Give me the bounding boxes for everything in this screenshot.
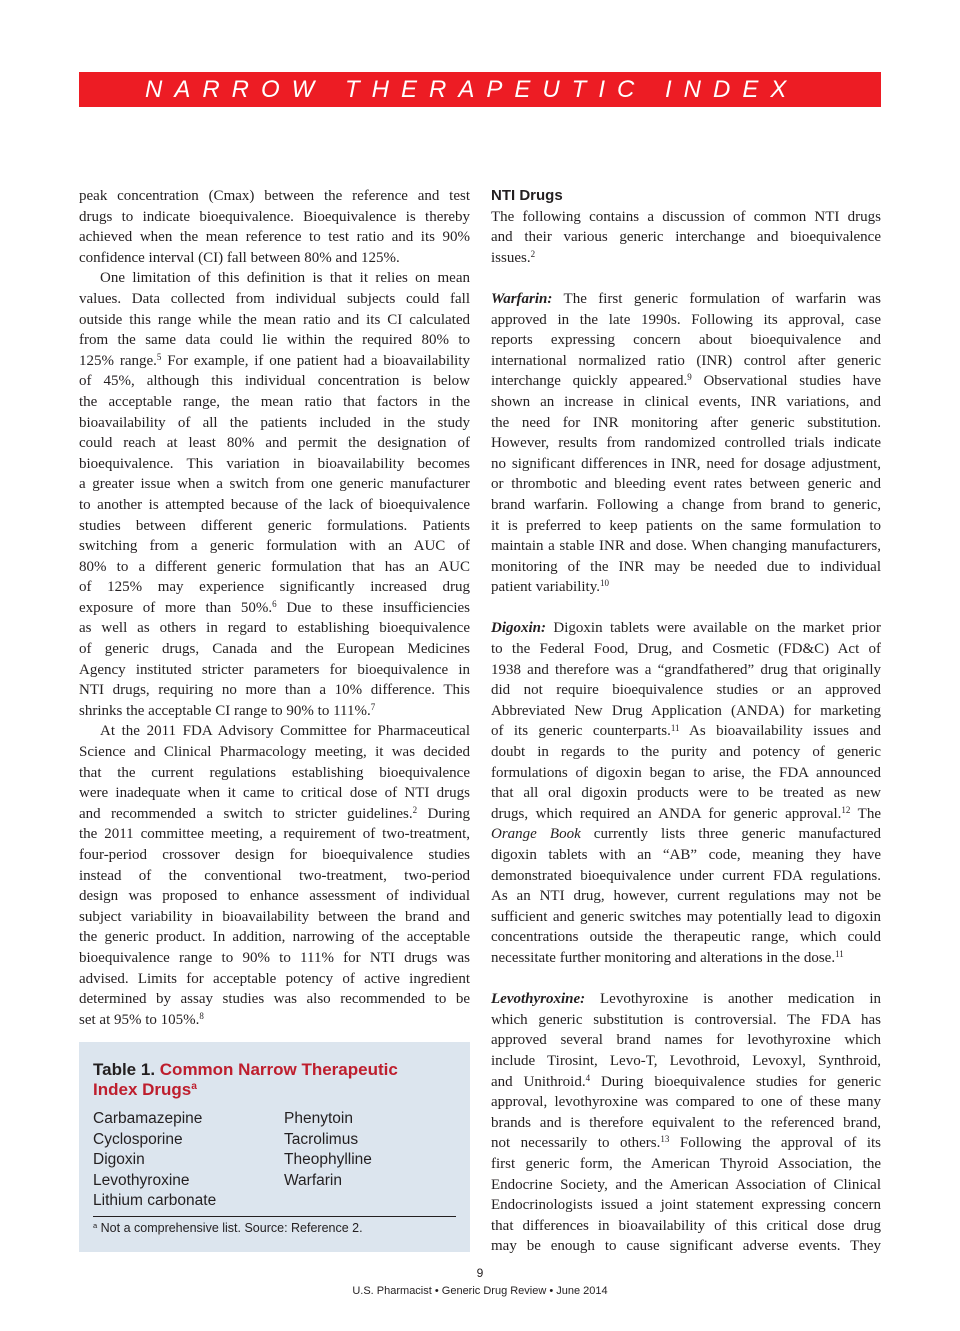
text-run: the need for INR monitoring after generic substitution.: [491, 414, 881, 431]
citation-number: 8: [199, 1010, 204, 1021]
text-run: and recommended a switch to stricter guidelines.: [79, 805, 413, 822]
citation-number: 12: [841, 804, 851, 815]
text-run: drugs, which required an ANDA for generic approval.: [491, 805, 842, 822]
text-line: [491, 310, 881, 331]
text-run: At the 2011 FDA Advisory Committee for Pharmaceutical: [100, 723, 470, 740]
drug-lead-in: Warfarin:: [491, 290, 553, 307]
text-run: shown an increase in clinical events, INR variations, and: [491, 393, 881, 410]
text-line: [79, 330, 470, 351]
text-run: include Tirosint, Levo-T, Levothroid, Levoxyl, Synthroid,: [491, 1052, 881, 1069]
text-run: As an NTI drug, however, current regulations may not be: [491, 888, 881, 905]
text-line: [491, 907, 881, 928]
text-run: studies between different generic formulations. Patients: [79, 517, 470, 534]
text-line: [79, 598, 470, 619]
text-run: bioavailability of all the patients included in the study: [79, 414, 470, 431]
section-heading: NTI Drugs: [491, 187, 563, 204]
text-run: bioequivalence. This variation in bioavailability becomes: [79, 455, 470, 472]
text-line: [79, 433, 470, 454]
left-paragraph-1: [79, 186, 470, 268]
text-run: international normalized ratio (INR) control after generic: [491, 352, 881, 369]
text-line: [491, 804, 881, 825]
text-run: NTI drugs, requiring no more than a 10% difference. This: [79, 682, 470, 699]
text-line: [79, 371, 470, 392]
text-run: and their various generic interchange and bioequivalence: [491, 229, 881, 246]
text-line: [491, 495, 881, 516]
text-run: One limitation of this definition is that it relies on mean: [100, 270, 470, 287]
text-line: [491, 330, 881, 351]
citation-number: 13: [660, 1134, 670, 1145]
text-run: For example, if one patient had a bioavailability: [161, 352, 470, 369]
text-run: the generic product. In addition, narrowing of the acceptable: [79, 929, 470, 946]
left-paragraph-3: [79, 721, 470, 1030]
text-line: [79, 783, 470, 804]
section-banner: [79, 72, 881, 107]
text-run: design was proposed to enhance assessment of individual: [79, 888, 470, 905]
footnote-text: Not a comprehensive list. Source: Reference 2.: [100, 1221, 363, 1235]
text-run: The: [850, 805, 881, 822]
text-run: a greater issue when a switch from one generic manufacturer: [79, 476, 470, 493]
drug-name: Tacrolimus: [284, 1130, 359, 1148]
text-run: monitoring of the INR may be needed due to individual: [491, 558, 881, 575]
text-line: [491, 660, 881, 681]
text-line: [491, 557, 881, 578]
text-run: exposure of more than 50%.: [79, 599, 273, 616]
citation-number: 4: [585, 1072, 591, 1083]
right-paragraph-2: [491, 289, 881, 598]
text-run: could reach at least 80% and permit the designation of: [79, 435, 470, 452]
text-run: Endocrine Society, and the American Association of Clinical: [491, 1176, 881, 1193]
text-run: shrinks the acceptable CI range to 90% to 111%.: [79, 702, 371, 719]
text-line: [491, 866, 881, 887]
text-run: Due to these insufficiencies: [276, 599, 470, 616]
text-line: [79, 969, 470, 990]
text-run: values. Data collected from individual subjects could fall: [79, 290, 470, 307]
text-run: approved in the late 1990s. Following its approval, case: [491, 311, 881, 328]
text-line: [79, 392, 470, 413]
text-line: [79, 207, 470, 228]
table-1: [79, 1042, 470, 1252]
table-title: [93, 1060, 423, 1100]
page-number: 9: [476, 1266, 484, 1280]
table-caption: Common Narrow Therapeutic Index Drugs: [93, 1060, 398, 1099]
text-line: [491, 948, 881, 969]
text-line: [79, 824, 470, 845]
text-line: [491, 824, 881, 845]
table-note-marker: a: [191, 1081, 197, 1093]
text-line: [491, 536, 881, 557]
table-footnote: [93, 1220, 363, 1236]
text-line: [491, 1113, 881, 1134]
text-run: approved several brand names for levothyroxine which: [491, 1032, 881, 1049]
text-run: 125% range.: [79, 352, 157, 369]
citation-number: 10: [600, 578, 609, 589]
text-line: [491, 227, 881, 248]
text-run: Science and Clinical Pharmacology meeting, it was decided: [79, 744, 470, 761]
left-column: [79, 186, 470, 1030]
text-run: instead of the conventional two-treatment, two-period: [79, 867, 470, 884]
drug-name: Cyclosporine: [93, 1130, 183, 1148]
drug-name: Theophylline: [284, 1151, 372, 1168]
citation-number: 9: [687, 372, 692, 383]
text-line: [79, 660, 470, 681]
text-run: determined by assay studies was also recommended to be: [79, 991, 470, 1008]
section-banner-title: NARROW THERAPEUTIC INDEX: [145, 76, 799, 103]
text-run: achieved when the mean reference to test ratio and its 90%: [79, 229, 470, 246]
text-line: [79, 618, 470, 639]
text-line: [79, 866, 470, 887]
drug-lead-in: Levothyroxine:: [491, 991, 586, 1008]
text-line: [79, 495, 470, 516]
text-line: [79, 351, 470, 372]
text-run: sufficient and generic switches may potentially lead to digoxin: [491, 908, 881, 925]
text-line: [79, 639, 470, 660]
drug-name: Phenytoin: [284, 1110, 353, 1127]
text-run: that differences in bioavailability of this critical dose drug: [491, 1217, 881, 1234]
text-line: [491, 433, 881, 454]
text-run: of its generic counterparts.: [491, 723, 671, 740]
text-line: [491, 639, 881, 660]
citation-number: 11: [670, 722, 680, 733]
text-run: doubt in regards to the purity and potency of generic: [491, 744, 881, 761]
drug-name: Warfarin: [284, 1171, 342, 1189]
text-run: or thrombotic and bleeding event rates between generic and: [491, 476, 881, 493]
text-line: [79, 701, 470, 722]
drug-name: Digoxin: [93, 1151, 145, 1168]
text-run: concentrations outside the therapeutic range, which could: [491, 929, 881, 946]
text-run: Levothyroxine is another medication in: [585, 991, 881, 1008]
text-line: [491, 1072, 881, 1093]
drug-name: Carbamazepine: [93, 1110, 203, 1127]
text-run: advised. Limits for acceptable potency of active ingredient: [79, 970, 470, 987]
text-line: [491, 721, 881, 742]
text-run: As bioavailability issues and: [679, 723, 881, 740]
table-label: Table 1.: [93, 1060, 156, 1079]
text-run: 1938 and therefore was a “grandfathered” drug that originally: [491, 661, 881, 678]
citation-number: 5: [156, 351, 162, 362]
text-run: of 45%, although this individual concentration is below: [79, 373, 470, 390]
right-paragraph-1: [491, 207, 881, 269]
text-run: During: [417, 805, 470, 822]
text-run: it is preferred to keep patients on the same formulation to: [491, 517, 881, 534]
citation-number: 11: [835, 949, 844, 960]
text-run: approval, levothyroxine was compared to one of these many: [491, 1094, 881, 1111]
citation-number: 6: [272, 598, 277, 609]
text-line: [79, 474, 470, 495]
text-run: as well as others in regard to establishing bioequivalence: [79, 620, 470, 637]
text-line: [491, 742, 881, 763]
text-line: [491, 1133, 881, 1154]
text-line: [79, 907, 470, 928]
text-line: [491, 927, 881, 948]
text-run: Agency instituted stricter parameters for bioequivalence in: [79, 661, 470, 678]
text-run: patient variability.: [491, 579, 600, 596]
text-run: bioequivalence range to 90% to 111% for NTI drugs was: [79, 949, 470, 966]
text-run: and Unithroid.: [491, 1073, 586, 1090]
text-run: from the same data could lie within the required 80% to: [79, 332, 470, 349]
text-run: 80% to a different generic formulation that has an AUC: [79, 558, 470, 575]
left-paragraph-2: [79, 268, 470, 721]
text-line: [491, 577, 881, 598]
text-line: [491, 783, 881, 804]
text-line: [79, 268, 470, 289]
text-run: to another is attempted because of the lack of bioequivalence: [79, 496, 470, 513]
text-line: [79, 310, 470, 331]
text-line: [79, 721, 470, 742]
text-run: confidence interval (CI) fall between 80% and 125%.: [79, 249, 400, 266]
text-line: [79, 413, 470, 434]
text-run: currently lists three generic manufactured: [580, 826, 881, 843]
text-line: [79, 948, 470, 969]
text-line: [491, 1154, 881, 1175]
text-line: [491, 618, 881, 639]
text-run: the 2011 committee meeting, a requirement of two-treatment,: [79, 826, 470, 843]
text-line: [79, 577, 470, 598]
text-run: peak concentration (Cmax) between the reference and test: [79, 188, 470, 204]
text-line: [491, 516, 881, 537]
text-line: [491, 413, 881, 434]
text-line: [79, 454, 470, 475]
text-line: [79, 927, 470, 948]
text-line: [491, 1236, 881, 1257]
text-line: [79, 289, 470, 310]
drug-lead-in: Digoxin:: [491, 620, 547, 637]
text-run: may be enough to cause significant adverse events. They: [491, 1238, 881, 1255]
text-line: [491, 845, 881, 866]
right-paragraph-4: [491, 989, 881, 1257]
text-run: were inadequate when it came to critical dose of NTI drugs: [79, 785, 470, 802]
text-line: [491, 1092, 881, 1113]
drug-name: Lithium carbonate: [93, 1192, 217, 1209]
publication-line: U.S. Pharmacist • Generic Drug Review • June 2014: [352, 1285, 608, 1297]
text-run: During bioequivalence studies for generic: [590, 1073, 881, 1090]
text-run: interchange quickly appeared.: [491, 373, 688, 390]
text-run: switching from a generic formulation with an AUC of: [79, 538, 470, 555]
text-line: [79, 227, 470, 248]
text-run: first generic form, the American Thyroid Association, the: [491, 1155, 881, 1172]
drug-list-column-1: [93, 1109, 216, 1212]
right-paragraph-3: [491, 618, 881, 968]
text-run: demonstrated bioequivalence under current FDA regulations.: [491, 867, 881, 884]
text-run: Abbreviated New Drug Application (ANDA) for marketing: [491, 702, 881, 719]
table-divider: [93, 1216, 456, 1217]
text-run: Following the approval of its: [669, 1135, 881, 1152]
text-line: [79, 680, 470, 701]
text-line: [79, 845, 470, 866]
text-run: of generic drugs, Canada and the European Medicines: [79, 641, 470, 658]
text-line: [491, 701, 881, 722]
text-run: issues.: [491, 249, 531, 266]
text-line: [79, 557, 470, 578]
text-line: [79, 516, 470, 537]
text-line: [491, 1195, 881, 1216]
text-run: maintain a stable INR and dose. When changing manufacturers,: [491, 538, 881, 555]
text-line: [79, 763, 470, 784]
text-line: [79, 886, 470, 907]
text-line: [79, 536, 470, 557]
text-line: [79, 186, 470, 207]
citation-number: 7: [370, 701, 376, 712]
drug-name: Levothyroxine: [93, 1171, 190, 1189]
right-column: [491, 186, 881, 1257]
text-line: [491, 1010, 881, 1031]
drug-list-column-2: [284, 1109, 372, 1191]
text-line: [491, 680, 881, 701]
text-run: brand warfarin. Following a change from brand to generic,: [491, 496, 881, 513]
text-line: [491, 207, 881, 228]
text-line: [79, 248, 470, 269]
text-run: drugs to indicate bioequivalence. Bioequivalence is thereby: [79, 208, 470, 225]
text-line: [491, 351, 881, 372]
text-line: [491, 1216, 881, 1237]
text-line: [79, 804, 470, 825]
text-run: subject variability in bioavailability between the brand and: [79, 908, 470, 925]
text-line: [491, 1175, 881, 1196]
citation-number: 2: [412, 804, 418, 815]
footnote-marker: a: [93, 1220, 98, 1230]
text-run: brands and is therefore equivalent to the referenced brand,: [491, 1114, 881, 1131]
text-run: to the Federal Food, Drug, and Cosmetic (FD&C) Act of: [491, 641, 881, 658]
text-run: of 125% may experience significantly increased drug: [79, 579, 470, 596]
text-line: [79, 989, 470, 1010]
text-line: [491, 371, 881, 392]
text-line: [491, 763, 881, 784]
text-line: [491, 886, 881, 907]
text-line: [491, 289, 881, 310]
text-run: did not require bioequivalence studies or an approved: [491, 682, 881, 699]
text-run: formulations of digoxin began to arise, the FDA announced: [491, 764, 881, 781]
text-run: outside this range while the mean ratio and its CI calculated: [79, 311, 470, 328]
text-run: that all oral digoxin products were to be treated as new: [491, 785, 881, 802]
text-line: [79, 1010, 470, 1031]
publication-title: Orange Book: [491, 826, 581, 843]
text-run: The first generic formulation of warfarin was: [552, 290, 881, 307]
text-line: [491, 989, 881, 1010]
text-run: set at 95% to 105%.: [79, 1011, 200, 1028]
text-run: reports expressing concern about bioequivalence and: [491, 332, 881, 349]
text-run: no significant differences in INR, need for dosage adjustment,: [491, 455, 881, 472]
text-line: [491, 248, 881, 269]
text-run: Observational studies have: [691, 373, 881, 390]
text-run: four-period crossover design for bioequivalence studies: [79, 847, 470, 863]
text-run: Endocrinologists issued a joint statement expressing concern: [491, 1197, 881, 1214]
text-line: [491, 1051, 881, 1072]
text-run: The following contains a discussion of common NTI drugs: [491, 208, 881, 225]
text-line: [491, 1030, 881, 1051]
text-run: Digoxin tablets were available on the market prior: [546, 620, 881, 637]
text-run: that the current regulations establishing bioequivalence: [79, 764, 470, 781]
citation-number: 2: [530, 248, 536, 259]
text-run: digoxin tablets with an “AB” code, meaning they have: [491, 847, 881, 863]
text-run: which generic substitution is controversial. The FDA has: [491, 1011, 881, 1028]
text-line: [79, 742, 470, 763]
text-run: not necessarily to others.: [491, 1135, 661, 1152]
text-line: [491, 392, 881, 413]
text-run: the acceptable range, the mean ratio that factors in the: [79, 393, 470, 410]
text-run: However, results from randomized controlled trials indicate: [491, 435, 881, 452]
text-line: [491, 454, 881, 475]
text-line: [491, 474, 881, 495]
text-run: necessitate further monitoring and alterations in the dose.: [491, 949, 836, 966]
